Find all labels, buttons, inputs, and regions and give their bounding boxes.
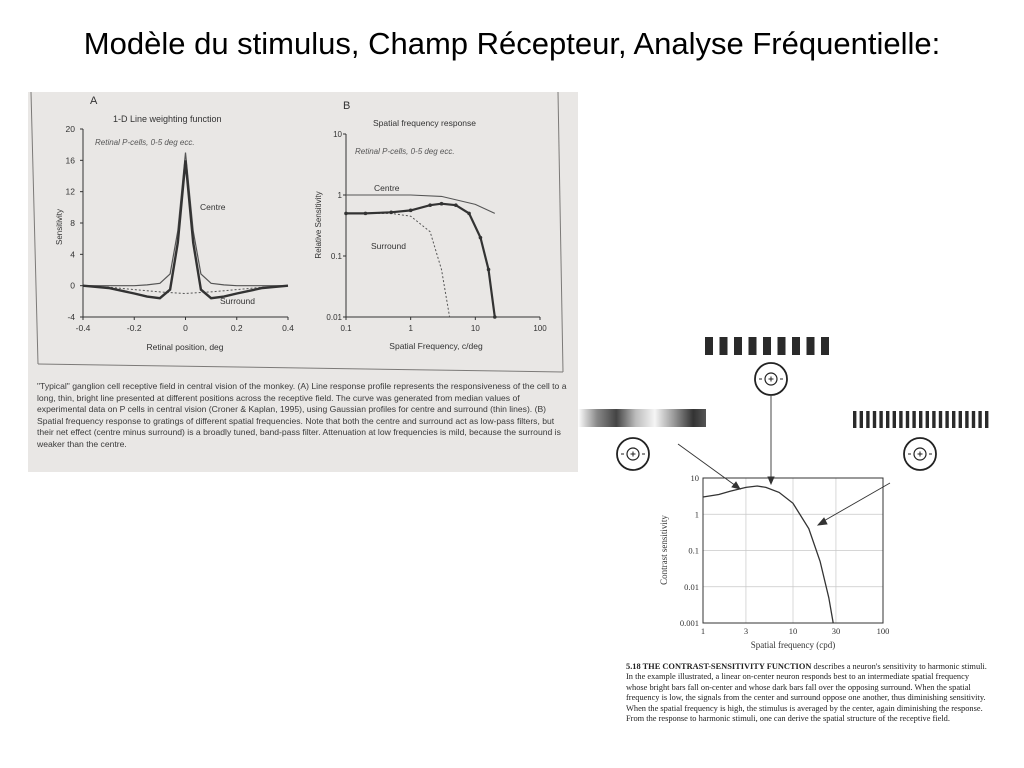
scan-frame-left	[31, 92, 38, 364]
panel-a-x-tick-label: 0.2	[230, 323, 243, 333]
grating-bar	[926, 411, 929, 428]
grating-bar	[985, 411, 988, 428]
panel-a-letter: A	[90, 95, 98, 107]
panel-a-xlabel: Retinal position, deg	[146, 342, 224, 352]
panel-b-ylabel: Relative Sensitivity	[314, 191, 323, 259]
panel-a-centre-label: Centre	[200, 202, 226, 212]
panel-a-y-ticks	[66, 124, 83, 322]
panel-b-y-tick-label: 0.01	[326, 313, 342, 322]
panel-b-net-point	[454, 203, 458, 207]
mid-frequency-grating	[705, 337, 829, 355]
arrow-mid-head	[768, 477, 774, 484]
panel-a-y-tick-label: 4	[70, 249, 75, 260]
receptive-field-icon-mid	[755, 363, 787, 395]
grating-bar	[860, 411, 863, 428]
arrow-high-head	[818, 518, 827, 525]
csf-x-tick-label: 100	[876, 626, 890, 636]
panel-a-ylabel: Sensitivity	[55, 208, 64, 246]
grating-bar	[807, 337, 815, 355]
grating-bar	[972, 411, 975, 428]
csf-y-tick-label: 0.001	[679, 618, 699, 628]
panel-a-y-tick-label: 16	[65, 155, 75, 166]
panel-a-x-tick-label: -0.4	[75, 323, 91, 333]
panel-b-x-tick-label: 100	[533, 324, 547, 333]
grating-bar	[978, 411, 981, 428]
panel-b-centre-label: Centre	[374, 183, 400, 193]
panel-b-x-tick-label: 0.1	[340, 324, 352, 333]
scan-frame-bottom	[38, 364, 563, 372]
panel-b-net-point	[389, 211, 393, 215]
grating-bar	[893, 411, 896, 428]
csf-ylabel: Contrast sensitivity	[659, 515, 669, 585]
grating-bar	[932, 411, 935, 428]
panel-b-net-point	[364, 212, 368, 216]
scan-frame-right	[558, 92, 563, 372]
grating-bar	[906, 411, 909, 428]
csf-x-ticks	[701, 626, 890, 636]
scanned-figure	[28, 92, 578, 472]
panel-b-net-point	[440, 202, 444, 206]
grating-bar	[879, 411, 882, 428]
panel-a-plot	[83, 153, 288, 299]
panel-b-y-tick-label: 0.1	[330, 252, 342, 261]
csf-x-tick-label: 30	[831, 626, 841, 636]
csf-x-tick-label: 10	[788, 626, 798, 636]
grating-bar	[952, 411, 955, 428]
panel-a-x-ticks	[76, 317, 295, 333]
slide-title: Modèle du stimulus, Champ Récepteur, Analyse Fréquentielle:	[83, 26, 941, 61]
grating-bar	[886, 411, 889, 428]
grating-bar	[899, 411, 902, 428]
panel-b-subtitle: Retinal P-cells, 0-5 deg ecc.	[355, 147, 455, 156]
panel-a-title: 1-D Line weighting function	[113, 114, 222, 124]
grating-bar	[873, 411, 876, 428]
right-caption-text: describes a neuron's sensitivity to harmonic stimuli. In the example illustrated, a linear on-center neuron responds best to an intermediate spatial frequency whose bright bars fall on-center and whose dark bars fall over the opposing surround. When the spatial frequency is low, the signals from the center and surround oppose one another, thus diminishing sensitivity. When the spatial frequency is high, the stimulus is averaged by the center, again diminishing the response. From the response to harmonic stimuli, one can derive the spatial structure of the receptive field.	[626, 662, 987, 724]
panel-a-x-tick-label: -0.2	[126, 323, 142, 333]
csf-y-ticks	[680, 473, 699, 628]
grating-bar	[912, 411, 915, 428]
low-frequency-grating	[578, 409, 706, 427]
panel-b-net-point	[344, 212, 348, 216]
grating-bar	[853, 411, 856, 428]
grating-bar	[778, 337, 786, 355]
panel-b-y-tick-label: 10	[333, 130, 342, 139]
panel-b-letter: B	[343, 100, 351, 112]
panel-a-surround-label: Surround	[220, 296, 255, 306]
grating-bar	[821, 337, 829, 355]
panel-a-y-tick-label: 20	[65, 124, 75, 134]
panel-b-x-tick-label: 10	[470, 324, 480, 333]
grating-bar	[734, 337, 742, 355]
panel-b-net-point	[479, 236, 483, 240]
panel-b-net-point	[493, 315, 497, 319]
panel-b-net-point	[487, 268, 491, 272]
grating-bar	[705, 337, 713, 355]
arrow-high	[822, 483, 890, 522]
grating-bar	[792, 337, 800, 355]
grating-bar	[945, 411, 948, 428]
grating-bar	[720, 337, 728, 355]
arrow-low	[678, 444, 736, 486]
right-caption-label: 5.18 THE CONTRAST-SENSITIVITY FUNCTION	[626, 662, 812, 671]
left-figure-caption: "Typical" ganglion cell receptive field in central vision of the monkey. (A) Line response profile represents the responsiveness of the cell to a long, thin, bright line presented at different positions across the receptive field. The curve was generated from median values of experimental data on P cells in central vision (Croner & Kaplan, 1995), using Gaussian profiles for centre and surround (thin lines). (B) Spatial frequency response to gratings of different spatial frequencies. Note that both the centre and surround act as low-pass filters, but their net effect (centre minus surround) is a broadly tuned, band-pass filter. Attenuation at low frequencies is mild, because the surround is weaker than the centre.	[37, 381, 567, 449]
panel-a-net-line	[83, 160, 288, 298]
arrow-low-head	[732, 482, 740, 489]
csf-x-tick-label: 3	[743, 626, 749, 636]
panel-b-x-ticks	[340, 317, 547, 333]
panel-a-y-tick-label: -4	[67, 312, 75, 322]
csf-x-tick-label: 1	[700, 626, 706, 636]
panel-a-y-tick-label: 0	[70, 280, 75, 291]
panel-b-x-tick-label: 1	[408, 324, 413, 333]
panel-a-x-tick-label: 0	[183, 323, 188, 333]
contrast-sensitivity-figure	[578, 320, 1018, 660]
csf-xlabel: Spatial frequency (cpd)	[750, 640, 836, 650]
panel-a-x-tick-label: 0.4	[282, 323, 294, 333]
panel-b-xlabel: Spatial Frequency, c/deg	[389, 341, 483, 351]
grating-bar	[866, 411, 869, 428]
panel-b-surround-label: Surround	[371, 241, 406, 251]
panel-b-y-ticks	[326, 130, 346, 322]
grating-bar	[959, 411, 962, 428]
panel-b-net-point	[409, 209, 413, 213]
panel-b-centre-line	[346, 195, 495, 213]
panel-b-title: Spatial frequency response	[373, 118, 477, 128]
panel-a-y-tick-label: 8	[70, 218, 75, 228]
csf-grid	[703, 478, 883, 623]
high-frequency-grating	[853, 411, 988, 428]
stimulus-arrows	[678, 396, 890, 525]
grating-bar	[919, 411, 922, 428]
panel-b-plot	[344, 195, 496, 319]
csf-y-tick-label: 0.01	[684, 581, 699, 592]
panel-b-net-line	[346, 204, 495, 317]
panel-a-y-tick-label: 12	[65, 186, 75, 197]
panel-a-subtitle: Retinal P-cells, 0-5 deg ecc.	[95, 138, 195, 147]
panel-b-surround-line	[346, 213, 450, 317]
panel-b-net-point	[428, 203, 432, 207]
csf-plot	[703, 486, 833, 623]
receptive-field-icon-low	[617, 438, 649, 470]
csf-y-tick-label: 0.1	[688, 545, 699, 556]
panel-b-y-tick-label: 1	[337, 191, 342, 200]
receptive-field-icon-high	[904, 438, 936, 470]
csf-y-tick-label: 1	[694, 509, 699, 520]
csf-curve	[703, 486, 833, 623]
grating-bar	[939, 411, 942, 428]
panel-b-net-point	[467, 212, 471, 216]
grating-bar	[749, 337, 757, 355]
grating-bar	[965, 411, 968, 428]
right-figure-caption	[626, 662, 992, 724]
csf-y-tick-label: 10	[690, 473, 699, 483]
grating-bar	[763, 337, 771, 355]
